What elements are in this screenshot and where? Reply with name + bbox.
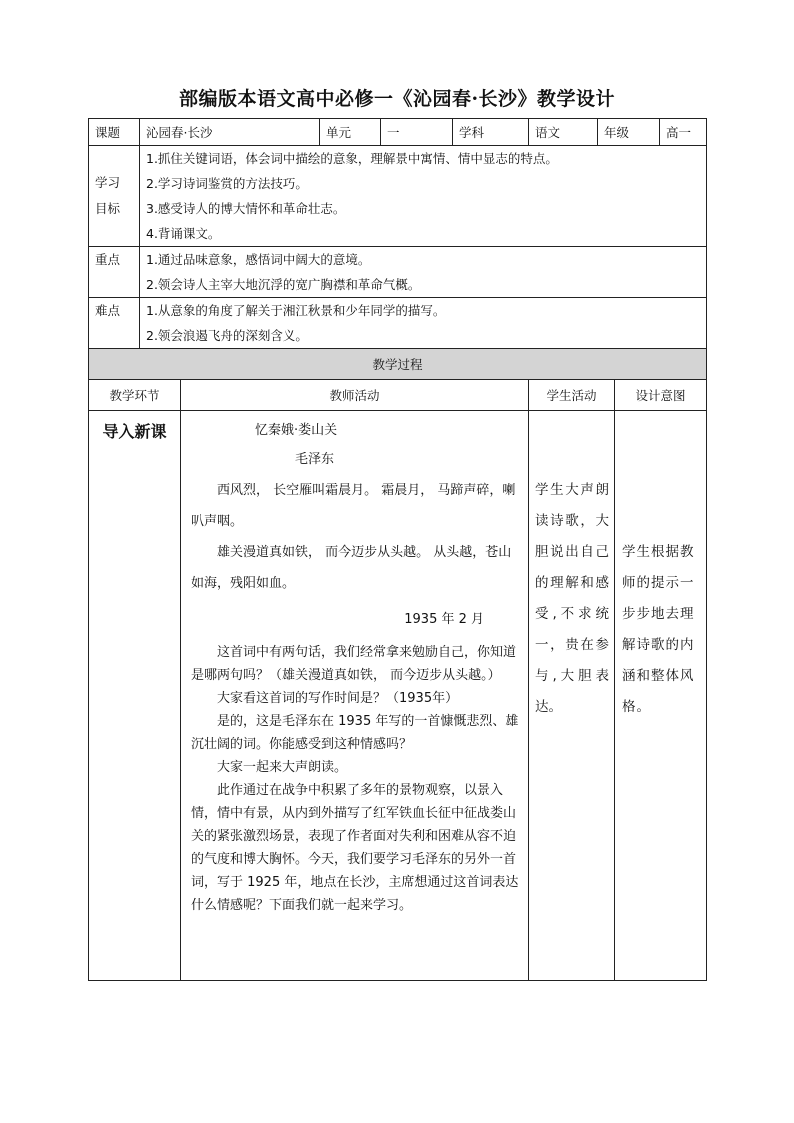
goals-label xyxy=(89,146,140,247)
teacher-paragraph: 大家看这首词的写作时间是？（1935年） xyxy=(217,691,459,706)
goals-label-line2: 目标 xyxy=(95,201,121,216)
teacher-paragraph: 这首词中有两句话，我们经常拿来勉励自己，你知道是哪两句吗？（雄关漫道真如铁， 而今迈步从头越。） xyxy=(191,645,517,683)
poem-author: 毛泽东 xyxy=(295,452,335,467)
intent-column-header: 设计意图 xyxy=(615,380,707,411)
poem-title: 忆秦娥·娄山关 xyxy=(255,423,338,438)
goal-item: 4.背诵课文。 xyxy=(146,226,221,241)
subject-value: 语文 xyxy=(529,119,598,146)
column-header-row xyxy=(89,380,707,411)
poem-stanza: 西风烈， 长空雁叫霜晨月。 霜晨月， 马蹄声碎，喇叭声咽。 xyxy=(191,483,516,529)
goal-item: 3.感受诗人的博大情怀和革命壮志。 xyxy=(146,201,346,216)
topic-value: 沁园春·长沙 xyxy=(140,119,320,146)
key-points-row xyxy=(89,247,707,298)
key-points-content xyxy=(140,247,707,298)
intro-stage: 导入新课 xyxy=(89,411,181,981)
goals-content xyxy=(140,146,707,247)
student-column-header: 学生活动 xyxy=(529,380,615,411)
poem-stanza: 雄关漫道真如铁， 而今迈步从头越。 从头越，苍山如海，残阳如血。 xyxy=(191,545,512,591)
topic-label: 课题 xyxy=(89,119,140,146)
lesson-plan-table xyxy=(88,118,707,981)
teacher-paragraph: 此作通过在战争中积累了多年的景物观察，以景入情，情中有景，从内到外描写了红军铁血长征中征战娄山关的紧张激烈场景，表现了作者面对失利和困难从容不迫的气度和博大胸怀。今天，我们要学习毛泽东的另外一首词，写于 1925 年，地点在长沙，主席想通过这首词表达什么情感呢？下面我们就一起来学习。 xyxy=(191,783,519,913)
goals-label-line1: 学习 xyxy=(95,175,121,190)
subject-label: 学科 xyxy=(453,119,529,146)
page-title: 部编版本语文高中必修一《沁园春·长沙》教学设计 xyxy=(178,88,616,110)
unit-label: 单元 xyxy=(320,119,381,146)
difficulties-content xyxy=(140,298,707,349)
poem-date: 1935 年 2 月 xyxy=(404,612,485,627)
goals-row xyxy=(89,146,707,247)
difficulty-item: 1.从意象的角度了解关于湘江秋景和少年同学的描写。 xyxy=(146,303,446,318)
goal-item: 2.学习诗词鉴赏的方法技巧。 xyxy=(146,176,308,191)
header-row xyxy=(89,119,707,146)
process-header: 教学过程 xyxy=(89,349,707,380)
difficulty-item: 2.领会浪遏飞舟的深刻含义。 xyxy=(146,328,308,343)
teacher-activity xyxy=(181,411,529,981)
teacher-column-header: 教师活动 xyxy=(181,380,529,411)
student-activity: 学生大声朗读诗歌，大胆说出自己的理解和感受,不求统一，贵在参与,大胆表达。 xyxy=(529,411,615,981)
design-intent: 学生根据教师的提示一步步地去理解诗歌的内涵和整体风格。 xyxy=(615,411,707,981)
goal-item: 1.抓住关键词语，体会词中描绘的意象，理解景中寓情、情中显志的特点。 xyxy=(146,151,558,166)
grade-label: 年级 xyxy=(598,119,660,146)
intro-row xyxy=(89,411,707,981)
difficulties-row xyxy=(89,298,707,349)
difficulties-label: 难点 xyxy=(89,298,140,349)
teacher-paragraph: 是的，这是毛泽东在 1935 年写的一首慷慨悲烈、雄沉壮阔的词。你能感受到这种情感吗？ xyxy=(191,714,519,752)
key-points-label: 重点 xyxy=(89,247,140,298)
teacher-paragraph: 大家一起来大声朗读。 xyxy=(217,760,348,775)
key-point-item: 1.通过品味意象，感悟词中阔大的意境。 xyxy=(146,252,371,267)
process-header-row xyxy=(89,349,707,380)
stage-column-header: 教学环节 xyxy=(89,380,181,411)
grade-value: 高一 xyxy=(660,119,707,146)
unit-value: 一 xyxy=(381,119,453,146)
key-point-item: 2.领会诗人主宰大地沉浮的宽广胸襟和革命气概。 xyxy=(146,277,421,292)
